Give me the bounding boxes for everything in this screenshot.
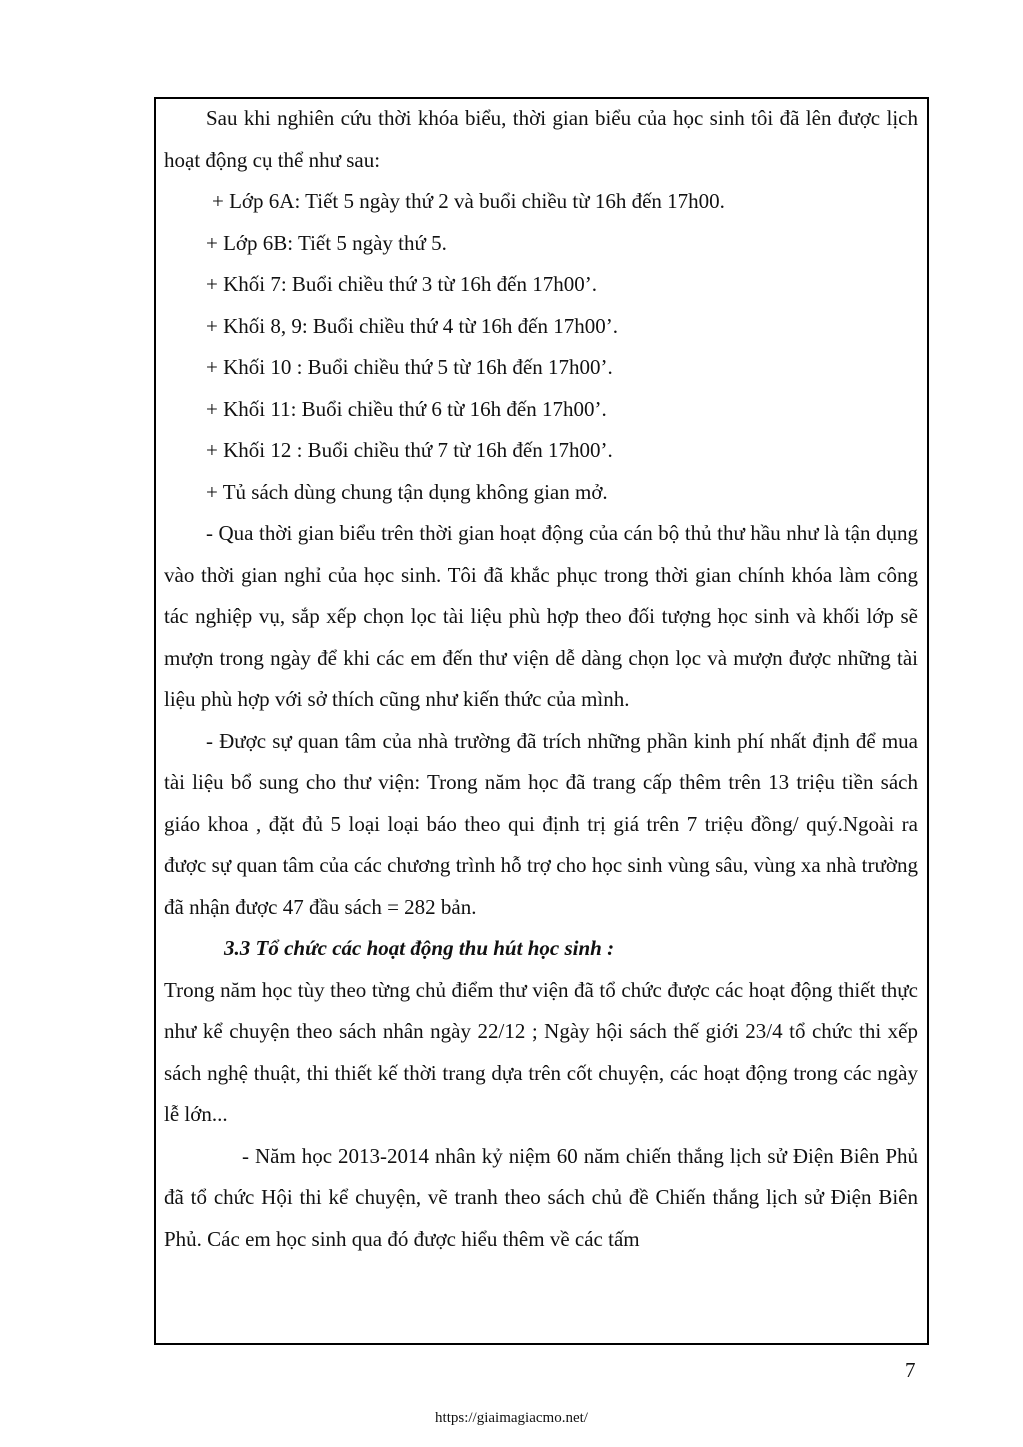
schedule-item-6a: + Lớp 6A: Tiết 5 ngày thứ 2 và buổi chiều từ 16h đến 17h00. (212, 189, 725, 213)
schedule-item-khoi-11: + Khối 11: Buổi chiều thứ 6 từ 16h đến 17h00’. (206, 396, 607, 421)
schedule-item-khoi-7: + Khối 7: Buổi chiều thứ 3 từ 16h đến 17h00’. (206, 272, 597, 296)
page-number: 7 (905, 1358, 916, 1382)
paragraph-working-time: - Qua thời gian biểu trên thời gian hoạt động của cán bộ thủ thư hầu như là tận dụng vào thời gian nghỉ của học sinh. Tôi đã khắc phục trong thời gian chính khóa làm công tác nghiệp vụ, sắp xếp chọn lọc tài liệu phù hợp theo đối tượng học sinh và khối lớp sẽ mượn trong ngày để khi các em đến thư viện dễ dàng chọn lọc và mượn được những tài liệu phù hợp với sở thích cũng như kiến thức của mình. (164, 521, 918, 711)
footer-url[interactable]: https://giaimagiacmo.net/ (435, 1410, 588, 1426)
schedule-item-khoi-12: + Khối 12 : Buổi chiều thứ 7 từ 16h đến 17h00’. (206, 438, 613, 462)
schedule-item-khoi-10: + Khối 10 : Buổi chiều thứ 5 từ 16h đến 17h00’. (206, 355, 613, 379)
schedule-item-shared-shelf: + Tủ sách dùng chung tận dụng không gian mở. (206, 479, 608, 504)
document-body (164, 98, 918, 1260)
paragraph-funding: - Được sự quan tâm của nhà trường đã trích những phần kinh phí nhất định để mua tài liệu bổ sung cho thư viện: Trong năm học đã trang cấp thêm trên 13 triệu tiền sách giáo khoa , đặt đủ 5 loại loại báo theo qui định trị giá trên 7 triệu đồng/ quý.Ngoài ra được sự quan tâm của các chương trình hỗ trợ cho học sinh vùng sâu, vùng xa nhà trường đã nhận được 47 đầu sách = 282 bản. (164, 728, 918, 919)
schedule-item-khoi-8-9: + Khối 8, 9: Buổi chiều thứ 4 từ 16h đến 17h00’. (206, 313, 618, 338)
paragraph-intro: Sau khi nghiên cứu thời khóa biểu, thời gian biểu của học sinh tôi đã lên được lịch hoạt động cụ thể như sau: (164, 106, 918, 172)
paragraph-activities: Trong năm học tùy theo từng chủ điểm thư viện đã tổ chức được các hoạt động thiết thực như kể chuyện theo sách nhân ngày 22/12 ; Ngày hội sách thế giới 23/4 tổ chức thi xếp sách nghệ thuật, thi thiết kế thời trang dựa trên cốt chuyện, các hoạt động trong các ngày lễ lớn... (164, 977, 918, 1126)
paragraph-dien-bien-phu: - Năm học 2013-2014 nhân kỷ niệm 60 năm chiến thắng lịch sử Điện Biên Phủ đã tổ chức Hội thi kể chuyện, vẽ tranh theo sách chủ đề Chiến thắng lịch sử Điện Biên Phủ. Các em học sinh qua đó được hiểu thêm về các tấm (164, 1143, 918, 1251)
section-heading: 3.3 Tổ chức các hoạt động thu hút học sinh : (224, 936, 615, 960)
schedule-item-6b: + Lớp 6B: Tiết 5 ngày thứ 5. (206, 230, 447, 255)
